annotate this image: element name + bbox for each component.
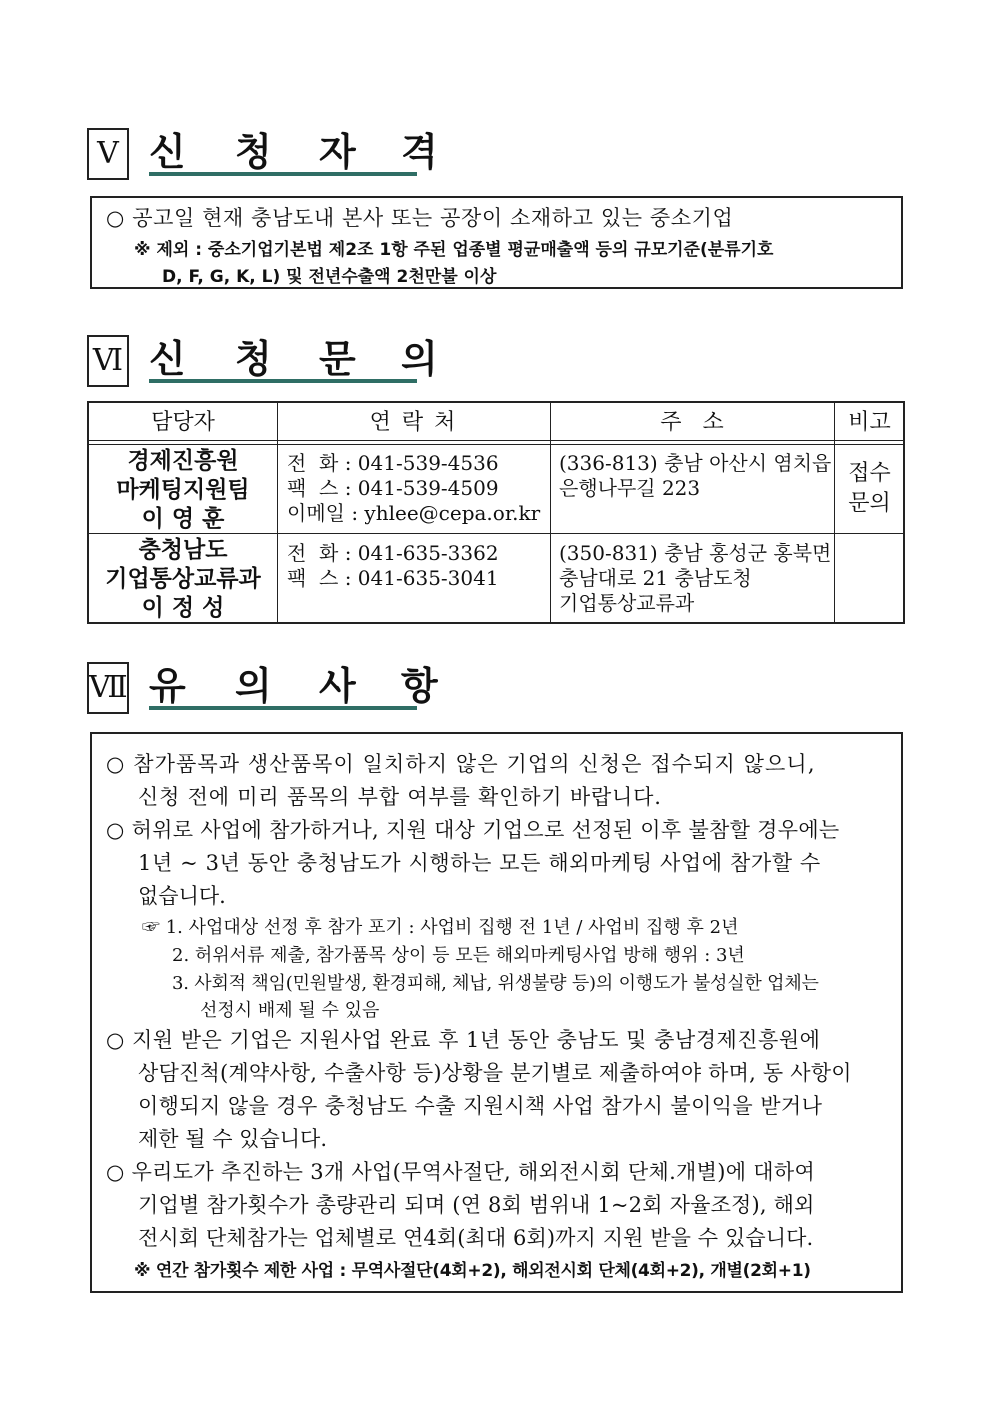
address-line: 충남대로 21 충남도청 [559,566,752,590]
notice-4-cont: 전시회 단체참가는 업체별로 연4회(최대 6회)까지 지원 받을 수 있습니다. [138,1226,814,1250]
section-7-box [90,732,903,1293]
penalty-3: 3. 사회적 책임(민원발생, 환경피해, 체납, 위생불량 등)의 이행도가 불성실한 업체는 [172,973,819,994]
table-row-1-address [559,451,831,501]
notice-2: ○ 허위로 사업에 참가하거나, 지원 대상 기업으로 선정된 이후 불참할 경우에는 [106,818,840,842]
title-char: 사 [319,664,356,708]
title-char: 격 [401,130,438,174]
title-char: 항 [401,664,438,708]
notice-2-cont: 없습니다. [138,884,226,908]
notice-4-cont: 기업별 참가횟수가 총량관리 되며 (연 8회 범위내 1~2회 자율조정), 해외 [138,1193,815,1217]
notice-2-cont: 1년 ~ 3년 동안 충청남도가 시행하는 모든 해외마케팅 사업에 참가할 수 [138,851,821,875]
note-line: 접수 [848,461,891,486]
table-row-2-address [559,541,831,616]
fax: 팩 스 : 041-539-4509 [287,476,499,500]
header-contact: 연 락 처 [369,410,458,435]
title-char: 유 [149,664,186,708]
org-person: 이 영 훈 [141,506,225,532]
notice-3-cont: 상담진척(계약사항, 수출사항 등)상황을 분기별로 제출하여야 하며, 동 사항이 [138,1061,852,1085]
table-row-1-org [89,447,277,534]
header-address: 주 소 [660,410,724,435]
title-char: 의 [235,664,272,708]
header-note: 비고 [848,410,891,435]
phone: 전 화 : 041-539-4536 [287,451,499,475]
note-line: 문의 [848,491,891,516]
section-5-box [90,196,903,289]
section-6-title [149,335,438,383]
exclusion-note-cont: D, F, G, K, L) 및 전년수출액 2천만불 이상 [162,267,497,287]
phone: 전 화 : 041-635-3362 [287,541,499,565]
penalty-2: 2. 허위서류 제출, 참가품목 상이 등 모든 해외마케팅사업 방해 행위 : 3년 [172,945,745,966]
penalty-3-cont: 선정시 배제 될 수 있음 [200,1000,380,1021]
title-char: 자 [319,130,356,174]
notice-3-cont: 제한 될 수 있습니다. [138,1127,327,1151]
penalty-1: ☞ 1. 사업대상 선정 후 참가 포기 : 사업비 집행 전 1년 / 사업비 집행 후 2년 [142,917,739,938]
title-char: 의 [401,337,438,381]
notice-1-cont: 신청 전에 미리 품목의 부합 여부를 확인하기 바랍니다. [138,785,662,809]
notice-3-cont: 이행되지 않을 경우 충청남도 수출 지원시책 사업 참가시 불이익을 받거나 [138,1094,823,1118]
section-7-number: Ⅶ [87,662,129,714]
eligibility-line: ○ 공고일 현재 충남도내 본사 또는 공장이 소재하고 있는 중소기업 [106,206,734,230]
address-line: (336-813) 충남 아산시 염치읍 [559,451,832,475]
address-line: (350-831) 충남 홍성군 홍북면 [559,541,832,565]
table-row-1-note [834,459,905,519]
title-char: 청 [235,337,272,381]
limit-note: ※ 연간 참가횟수 제한 사업 : 무역사절단(4회+2), 해외전시회 단체(4회+2), 개별(2회+1) [134,1261,811,1281]
org-person: 이 정 성 [141,595,225,621]
org-team: 마케팅지원팀 [116,477,250,503]
section-5-title [149,128,438,176]
notice-1: ○ 참가품목과 생산품목이 일치하지 않은 기업의 신청은 접수되지 않으니, [106,752,816,776]
org-name: 충청남도 [138,537,228,563]
fax: 팩 스 : 041-635-3041 [287,566,499,590]
org-team: 기업통상교류과 [105,566,261,592]
table-row-1-contact [287,451,540,526]
title-char: 신 [149,130,186,174]
address-line: 기업통상교류과 [559,591,695,615]
notice-4: ○ 우리도가 추진하는 3개 사업(무역사절단, 해외전시회 단체.개별)에 대하여 [106,1160,816,1184]
title-char: 신 [149,337,186,381]
section-5-number: Ⅴ [87,128,129,180]
table-row-2-contact [287,541,499,591]
org-name: 경제진흥원 [127,448,239,474]
section-7-title [149,662,438,710]
address-line: 은행나무길 223 [559,476,701,500]
contact-table [87,401,905,624]
notice-3: ○ 지원 받은 기업은 지원사업 완료 후 1년 동안 충남도 및 충남경제진흥원에 [106,1028,821,1052]
table-row-2-org [89,536,277,623]
section-6-number: Ⅵ [87,335,129,387]
exclusion-note: ※ 제외 : 중소기업기본법 제2조 1항 주된 업종별 평균매출액 등의 규모기준(분류기호 [134,240,774,260]
title-char: 문 [319,337,356,381]
email: 이메일 : yhlee@cepa.or.kr [287,501,541,525]
header-manager: 담당자 [151,410,215,435]
title-char: 청 [235,130,272,174]
